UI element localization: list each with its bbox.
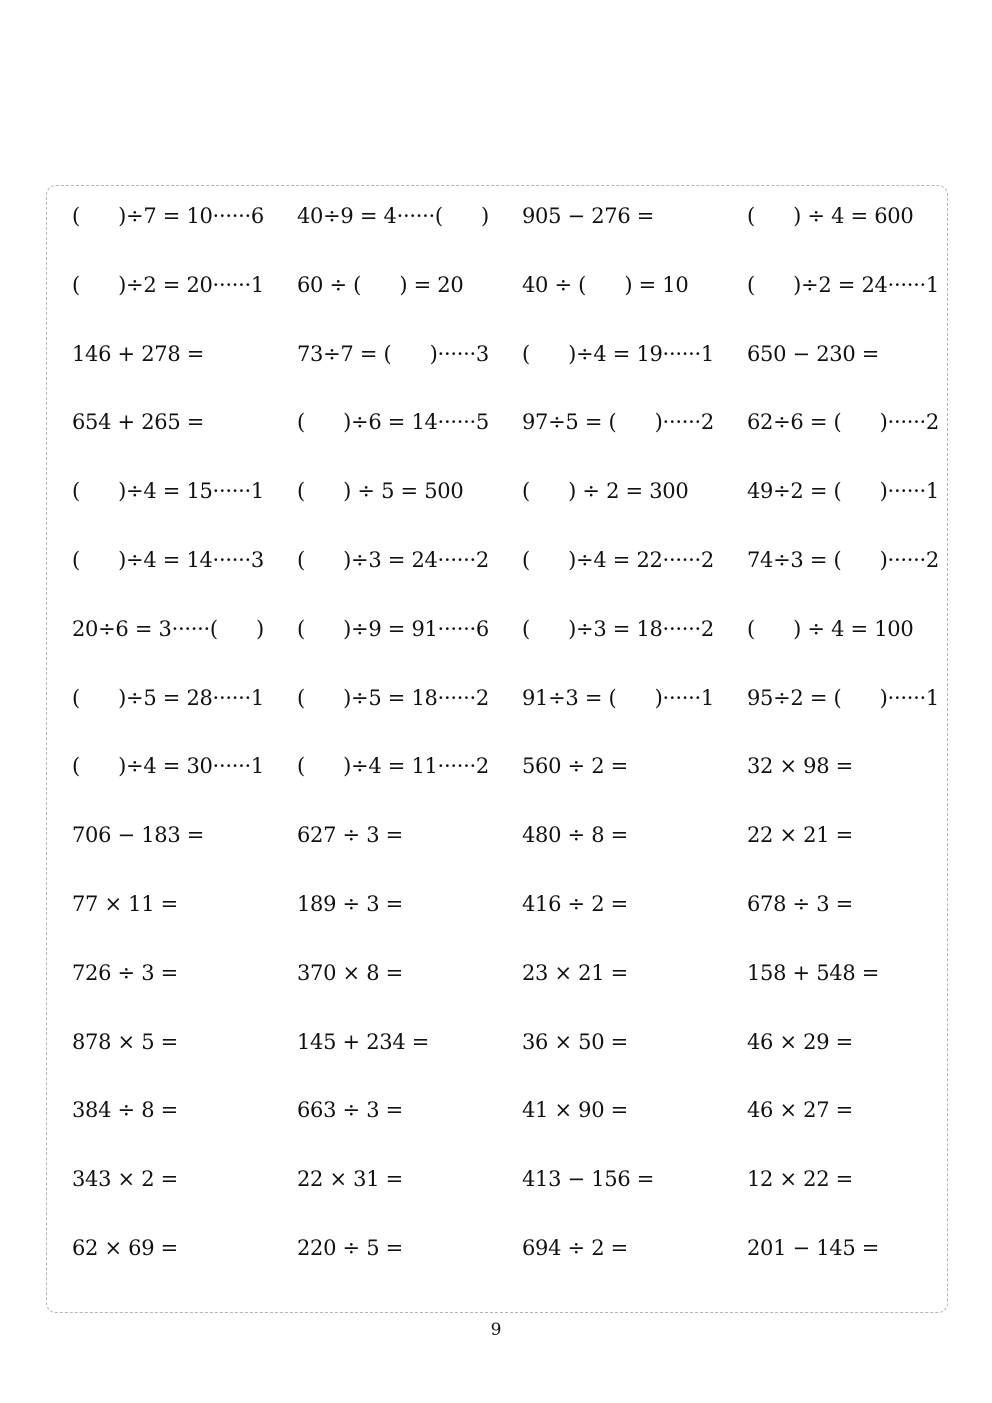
problem-r10-c4: 22 × 21 = [747, 823, 853, 848]
problem-r2-c4: ( )÷2 = 24······1 [747, 272, 939, 297]
problem-r6-c4: 74÷3 = ( )······2 [747, 547, 939, 572]
problem-r9-c3: 560 ÷ 2 = [522, 754, 628, 779]
problem-r1-c2: 40÷9 = 4······( ) [297, 204, 489, 228]
problem-r3-c2: 73÷7 = ( )······3 [297, 341, 489, 366]
problem-r2-c2: 60 ÷ ( ) = 20 [297, 272, 464, 297]
problem-r8-c2: ( )÷5 = 18······2 [297, 685, 489, 710]
problem-r13-c2: 145 + 234 = [297, 1029, 430, 1054]
problem-r14-c3: 41 × 90 = [522, 1098, 628, 1123]
problem-r9-c4: 32 × 98 = [747, 754, 853, 779]
problem-r13-c1: 878 × 5 = [72, 1029, 178, 1054]
problem-r15-c1: 343 × 2 = [72, 1167, 178, 1192]
problem-r12-c3: 23 × 21 = [522, 960, 628, 985]
problem-r7-c1: 20÷6 = 3······( ) [72, 616, 264, 641]
problem-r8-c3: 91÷3 = ( )······1 [522, 685, 714, 710]
problem-r1-c4: ( ) ÷ 4 = 600 [747, 204, 914, 228]
page-number: 9 [490, 1320, 502, 1340]
problem-r2-c3: 40 ÷ ( ) = 10 [522, 272, 689, 297]
problem-r11-c2: 189 ÷ 3 = [297, 891, 403, 916]
problem-r11-c4: 678 ÷ 3 = [747, 891, 853, 916]
problem-r14-c4: 46 × 27 = [747, 1098, 853, 1123]
problem-r7-c3: ( )÷3 = 18······2 [522, 616, 714, 641]
problem-r10-c1: 706 − 183 = [72, 823, 205, 848]
problem-r10-c3: 480 ÷ 8 = [522, 823, 628, 848]
problem-r2-c1: ( )÷2 = 20······1 [72, 272, 264, 297]
problem-r5-c1: ( )÷4 = 15······1 [72, 479, 264, 504]
problem-r8-c1: ( )÷5 = 28······1 [72, 685, 264, 710]
problem-r4-c3: 97÷5 = ( )······2 [522, 410, 714, 435]
problem-r15-c4: 12 × 22 = [747, 1167, 853, 1192]
problem-r11-c1: 77 × 11 = [72, 891, 178, 916]
problem-r6-c3: ( )÷4 = 22······2 [522, 547, 714, 572]
problem-r13-c4: 46 × 29 = [747, 1029, 853, 1054]
problem-r16-c4: 201 − 145 = [747, 1235, 880, 1260]
problem-r3-c1: 146 + 278 = [72, 341, 205, 366]
problem-r3-c4: 650 − 230 = [747, 341, 880, 366]
problem-r4-c1: 654 + 265 = [72, 410, 205, 435]
problem-r15-c3: 413 − 156 = [522, 1167, 655, 1192]
problem-r7-c2: ( )÷9 = 91······6 [297, 616, 489, 641]
problem-r14-c1: 384 ÷ 8 = [72, 1098, 178, 1123]
problem-r9-c2: ( )÷4 = 11······2 [297, 754, 489, 779]
problem-r5-c4: 49÷2 = ( )······1 [747, 479, 939, 504]
problem-r7-c4: ( ) ÷ 4 = 100 [747, 616, 914, 641]
problem-r5-c2: ( ) ÷ 5 = 500 [297, 479, 464, 504]
problem-r4-c2: ( )÷6 = 14······5 [297, 410, 489, 435]
problem-r15-c2: 22 × 31 = [297, 1167, 403, 1192]
problem-r13-c3: 36 × 50 = [522, 1029, 628, 1054]
problem-r12-c2: 370 × 8 = [297, 960, 403, 985]
problem-grid [72, 196, 972, 1297]
problem-r16-c3: 694 ÷ 2 = [522, 1235, 628, 1260]
problem-r14-c2: 663 ÷ 3 = [297, 1098, 403, 1123]
problem-r16-c2: 220 ÷ 5 = [297, 1235, 403, 1260]
problem-r1-c1: ( )÷7 = 10······6 [72, 204, 264, 228]
problem-r1-c3: 905 − 276 = [522, 204, 655, 228]
problem-r10-c2: 627 ÷ 3 = [297, 823, 403, 848]
problem-r8-c4: 95÷2 = ( )······1 [747, 685, 939, 710]
problem-r6-c1: ( )÷4 = 14······3 [72, 547, 264, 572]
problem-r12-c4: 158 + 548 = [747, 960, 880, 985]
problem-r5-c3: ( ) ÷ 2 = 300 [522, 479, 689, 504]
problem-r3-c3: ( )÷4 = 19······1 [522, 341, 714, 366]
problem-r9-c1: ( )÷4 = 30······1 [72, 754, 264, 779]
problem-r11-c3: 416 ÷ 2 = [522, 891, 628, 916]
problem-r12-c1: 726 ÷ 3 = [72, 960, 178, 985]
problem-r4-c4: 62÷6 = ( )······2 [747, 410, 939, 435]
problem-r6-c2: ( )÷3 = 24······2 [297, 547, 489, 572]
problem-r16-c1: 62 × 69 = [72, 1235, 178, 1260]
